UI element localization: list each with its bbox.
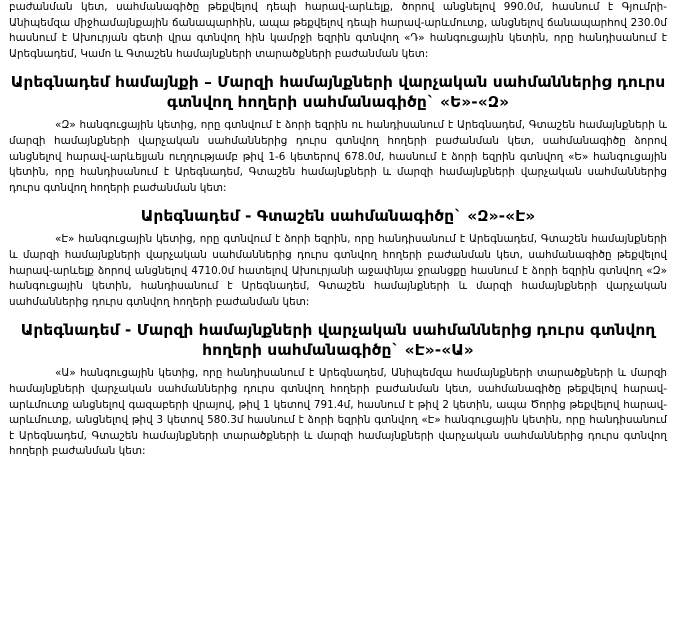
paragraph-1: բաժանման կետ, սահմանագիծը թեքվելով դեպի հարավ-արևելք, ծորով անցնելով 990.0մ, հասնում է Գյումրի-Անիպեմզա միջհամայնքային ճանապարհին, ապա թեքվելով դեպի հարավ-արևմուտք, անցնելով ճանապարհով 230.0մ հասնում է Ախուրյան գետի վրա գտնվող հին կամրջի եզրին գտնվող «Դ» հանգուցային կետին, որը հանդիսանում է Արեգնադեմ, Կամո և Գտաշեն համայնքների տարածքների բաժանման կետ: [9,1,667,60]
paragraph-3: «Է» հանգուցային կետից, որը գտնվում է ձորի եզրին, որը հանդիսանում է Արեգնադեմ, Գտաշեն համայնքների և մարզի համայնքների վարչական սահմաններից դուրս գտնվող հողերի բաժանման կետ, սահմանագիծը թեքվելով հարավ-արևելք ձորով անցնելով 4710.0մ հատելով Ախուրյանի աջափնյա ջրանցքը հասնում է ձորի եզրին գտնվող «Զ» հանգուցային կետին, հանդիսանում է Արեգնադեմ, Գտաշեն համայնքների և մարզի համայնքների վարչական սահմաններից դուրս գտնվող հողերի բաժանման կետ: [9,233,667,308]
section-heading-1: Արեգնադեմ համայնքի – Մարզի համայնքների վարչական սահմաններից դուրս գտնվող հողերի սահմանագիծը` «Ե»-«Զ» [10,73,666,112]
section-heading-2: Արեգնադեմ - Գտաշեն սահմանագիծը` «Զ»-«Է» [140,207,536,226]
paragraph-4: «Ա» հանգուցային կետից, որը հանդիսանում է Արեգնադեմ, Անիպեմզա համայնքների տարածքների և մարզի համայնքների վարչական սահմաններից դուրս գտնվող հողերի բաժանման կետ, սահմանագիծը թեքվելով հարավ-արևմուտք անցնելով գազաբերի վրայով, թիվ 1 կետով 791.4մ, հասնում է թիվ 2 կետին, ապա Ծորից թեքվելով հարավ-արևմուտք, անցնելով թիվ 3 կետով 580.3մ հասնում է ձորի եզրին գտնվող «Է» հանգուցային կետին, որը հանդիսանում է Արեգնադեմ, Գտաշեն համայնքների տարածքների և մարզի համայնքների վարչական սահմաններից դուրս գտնվող հողերի բաժանման կետ: [9,367,667,458]
section-heading-3: Արեգնադեմ - Մարզի համայնքների վարչական սահմաններից դուրս գտնվող հողերի սահմանագիծը` «Է»-«Ա» [20,321,656,360]
paragraph-2: «Զ» հանգուցային կետից, որը գտնվում է ձորի եզրին ու հանդիսանում է Արեգնադեմ, Գտաշեն համայնքների և մարզի համայնքների վարչական սահմաններից դուրս գտնվող հողերի բաժանման կետ, սահմանագիծը ձորով անցնելով հարավ-արևելյան ուղղությամբ թիվ 1-6 կետերով 678.0մ, հասնում է ձորի եզրին գտնվող «Ե» հանգուցային կետին, որը հանդիսանում է Արեգնադեմ, Գտաշեն համայնքների և մարզի համայնքների վարչական սահմաններից դուրս գտնվող հողերի բաժանման կետ: [9,119,667,194]
